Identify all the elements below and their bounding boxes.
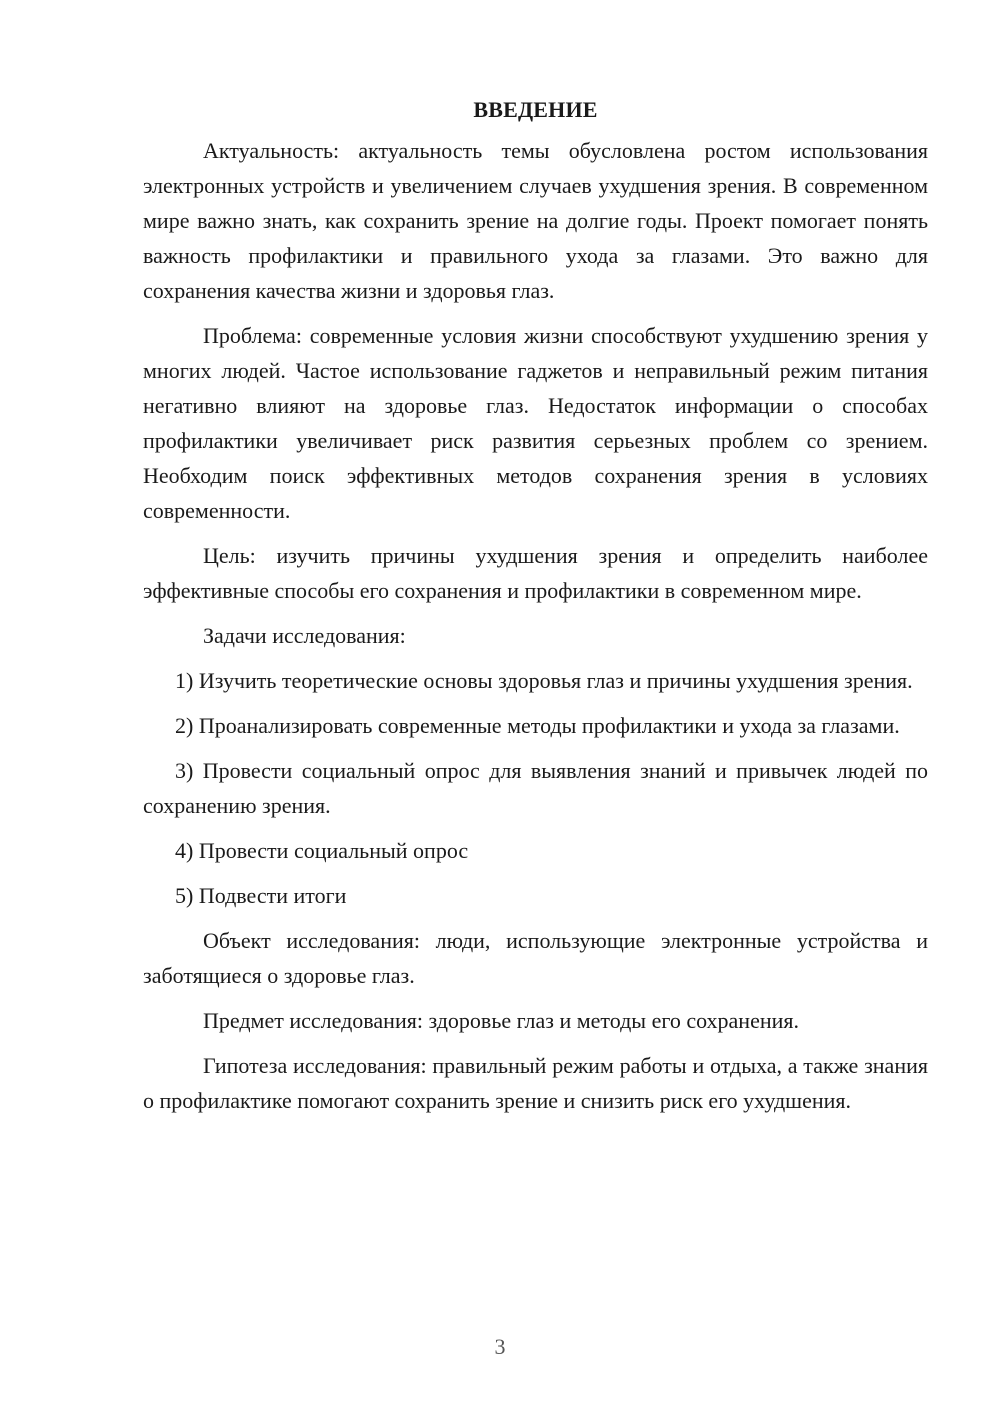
problem-paragraph: Проблема: современные условия жизни способствуют ухудшению зрения у многих людей. Частое использование гаджетов и неправильный режим питания негативно влияют на здоровье глаз. Недостаток информации о способах профилактики увеличивает риск развития серьезных проблем со зрением. Необходим поиск эффективных методов сохранения зрения в условиях современности. xyxy=(143,323,928,523)
object-paragraph: Объект исследования: люди, использующие электронные устройства и заботящиеся о здоровье глаз. xyxy=(143,928,928,988)
section-title: ВВЕДЕНИЕ xyxy=(473,97,598,122)
subject-paragraph: Предмет исследования: здоровье глаз и методы его сохранения. xyxy=(203,1008,800,1033)
task-item-4: 4) Провести социальный опрос xyxy=(175,838,469,863)
page-number: 3 xyxy=(494,1334,506,1359)
task-item-5: 5) Подвести итоги xyxy=(175,883,347,908)
task-item-2: 2) Проанализировать современные методы профилактики и ухода за глазами. xyxy=(175,713,900,738)
task-item-1: 1) Изучить теоретические основы здоровья глаз и причины ухудшения зрения. xyxy=(175,668,913,693)
tasks-heading: Задачи исследования: xyxy=(203,623,406,648)
relevance-paragraph: Актуальность: актуальность темы обусловлена ростом использования электронных устройств и увеличением случаев ухудшения зрения. В современном мире важно знать, как сохранить зрение на долгие годы. Проект помогает понять важность профилактики и правильного ухода за глазами. Это важно для сохранения качества жизни и здоровья глаз. xyxy=(143,138,928,303)
hypothesis-paragraph: Гипотеза исследования: правильный режим работы и отдыха, а также знания о профилактике помогают сохранить зрение и снизить риск его ухудшения. xyxy=(143,1053,928,1113)
task-item-3: 3) Провести социальный опрос для выявления знаний и привычек людей по сохранению зрения. xyxy=(143,758,928,818)
goal-paragraph: Цель: изучить причины ухудшения зрения и определить наиболее эффективные способы его сохранения и профилактики в современном мире. xyxy=(143,543,928,603)
document-page xyxy=(143,92,928,1128)
